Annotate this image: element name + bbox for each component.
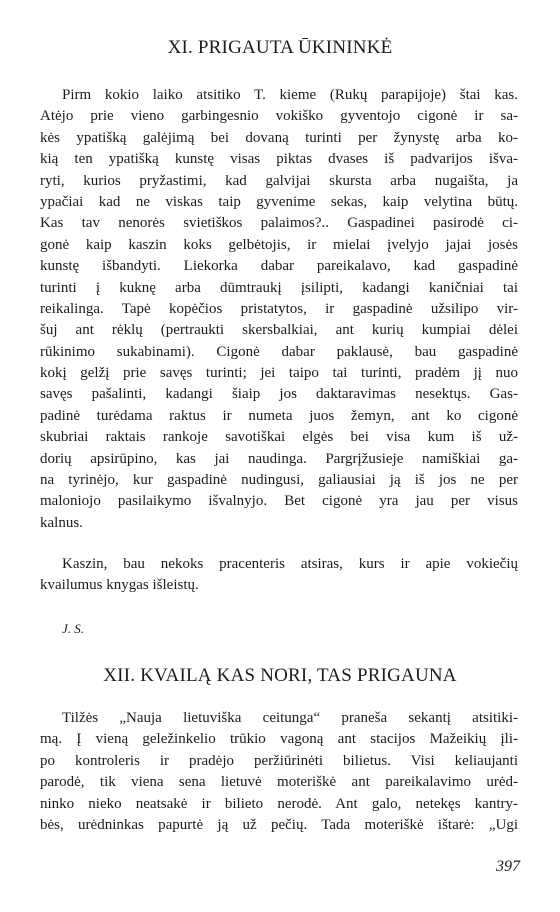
text-line: Kas tav nenorės svietiškos palaimos?.. Gaspadinei pasirodė ci- [40,215,518,232]
text-line: kvailumus knygas išleistų. [40,577,199,594]
text-line: Tilžės „Nauja lietuviška ceitunga“ praneša sekantį atsitiki- [62,710,518,726]
text-line: kalnus. [40,514,83,531]
text-line: šuj ant rėklų (pertraukti skersbalkiai, ant kurių kumpiai dėlei [40,322,518,339]
text-line: po kontroleris ir pradėjo peržiūrinėti bilietus. Visi keliaujanti [40,752,518,769]
text-line: reikalinga. Tapė kopėčios pristatytos, ir gaspadinė užsilipo vir- [40,300,518,317]
text-line: ypačiai kad ne viskas taip gyvenime sekas, kaip velytina būtų. [40,193,518,210]
text-line: kokį gelžį prie savęs turinti; jei taipo tai turinti, pradėm jį nuo [40,365,518,382]
text-line: bės, urėdninkas papurtė ją už pečių. Tada moteriškė ištarė: „Ugi [40,816,518,833]
text-line: gonė kaip kaszin koks gelbėtojis, ir mielai įvelyjo jajai josės [40,236,518,253]
text-line: dorių apsirūpino, kas jai naudinga. Pargrįžusieje namiškiai ga- [40,450,518,467]
text-line: ryti, kurios pryžastimi, kad galvijai skursta arba nugaišta, ja [40,172,518,189]
text-line: na tyrinėjo, kur gaspadinė nudingusi, galiausiai ją iš jos ne per [40,472,518,489]
text-line: rūkinimo sukabinami). Cigonė dabar paklausė, bau gaspadinė [40,343,518,360]
section-title-xii: XII. KVAILĄ KAS NORI, TAS PRIGAUNA [103,665,457,686]
text-line: mą. Į vieną geležinkelio trūkio vagoną ant stacijos Mažeikių įli- [40,731,518,748]
text-line: savęs pašalinti, kadangi šiaip jos daktaravimas nesektųs. Gas- [40,386,518,403]
text-line: Kaszin, bau nekoks pracenteris atsiras, kurs ir apie vokiečių [62,556,518,572]
text-line: kią ten ypatišką kunstę visas piktas dvases iš padvarijos išva- [40,151,518,168]
section-xi-paragraph-1 [40,85,518,534]
text-line: turinti į kuknę arba dūmtraukį įsilipti, kadangi kaničniai tai [40,279,518,296]
text-line: ninko nieko neatsakė ir bilieto nerodė. Ant galo, netekęs kantry- [40,795,518,812]
section-xi-paragraph-2 [40,554,518,597]
text-line: padinė turėdama raktus ir numeta juos žemyn, ant ko cigonė [40,407,518,424]
page-number: 397 [496,858,520,875]
section-title-xi: XI. PRIGAUTA ŪKININKĖ [167,37,393,58]
text-line: skubriai raktais rankoje savotiškai elgės bei visa kum iš už- [40,429,518,446]
author-signature: J. S. [62,621,85,636]
text-line: Pirm kokio laiko atsitiko T. kieme (Rukų parapijoje) štai kas. [62,87,518,103]
text-line: parodė, tik viena sena lietuvė moteriškė ant pareikalavimo urėd- [40,774,518,791]
text-line: kės ypatišką galėjimą bei dovaną turinti per žynystę arba ko- [40,129,518,146]
text-line: kunstę išbandyti. Liekorka dabar pareikalavo, kad gaspadinė [40,258,518,275]
text-line: maloniojo pasilaikymo išvalnyjo. Bet cigonė yra jau per visus [40,493,518,510]
text-line: Atėjo prie vieno garbingesnio vokiško gyventojo cigonė ir sa- [40,108,518,125]
section-xii-paragraph-1 [40,708,518,836]
